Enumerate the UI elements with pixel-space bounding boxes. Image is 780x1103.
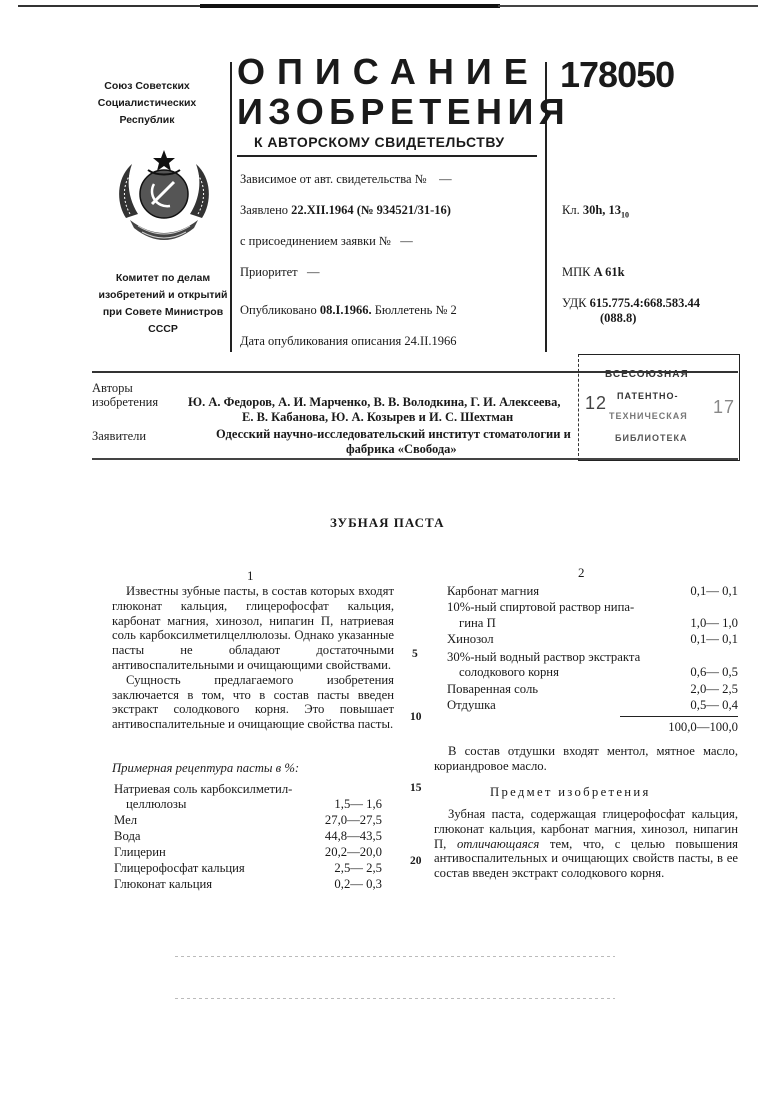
recipe-item-name: 30%-ный водный раствор экстракта — [447, 650, 640, 665]
fragrance-note: В состав отдушки входят ментол, мятное масло, кориандровое масло. — [434, 744, 738, 774]
recipe-item-value: 0,2— 0,3 — [320, 877, 382, 892]
library-stamp: ВСЕСОЮЗНАЯ ПАТЕНТНО- ТЕХНИЧЕСКАЯ БИБЛИОТЕКА 12 17 — [578, 354, 740, 461]
ghost-line — [175, 956, 615, 957]
recipe-item-name: Отдушка — [447, 698, 496, 713]
recipe-item-value: 1,5— 1,6 — [320, 797, 382, 812]
recipe-title: Примерная рецептура пасты в %: — [112, 761, 299, 776]
recipe-item-name: целлюлозы — [126, 797, 186, 812]
column-1-text — [112, 584, 394, 732]
line-marker: 10 — [410, 711, 422, 723]
udc-class-2: (088.8) — [600, 311, 636, 326]
line-marker: 5 — [412, 648, 418, 660]
recipe-item-name: Глицерофосфат кальция — [114, 861, 245, 876]
title-line-1: ОПИСАНИЕ — [237, 52, 540, 92]
authors-label: Авторы изобретения — [92, 381, 158, 409]
line-marker: 20 — [410, 855, 422, 867]
line-marker: 15 — [410, 782, 422, 794]
paragraph-essence: Сущность предлагаемого изобретения заключается в том, что в состав пасты введен экстракт солодкового корня. Это повышает антивоспалительные и очищающие свойства пасты. — [112, 673, 394, 732]
recipe-item-value: 0,1— 0,1 — [676, 632, 738, 647]
dependent-certificate: Зависимое от авт. свидетельства № — — [240, 172, 452, 187]
top-border-thick — [200, 4, 500, 8]
recipe-item-name: Карбонат магния — [447, 584, 539, 599]
applicants-label: Заявители — [92, 429, 146, 443]
ussr-coat-of-arms-icon — [108, 148, 220, 248]
published: Опубликовано 08.I.1966. Бюллетень № 2 — [240, 303, 457, 318]
recipe-item-name: Глицерин — [114, 845, 166, 860]
recipe-item-name: Вода — [114, 829, 141, 844]
authors-line-2: Е. В. Кабанова, Ю. А. Козырев и И. С. Шехтман — [242, 410, 513, 425]
column-number-2: 2 — [578, 565, 585, 581]
recipe-item-name: Поваренная соль — [447, 682, 538, 697]
claim-heading: Предмет изобретения — [490, 785, 651, 800]
recipe-total: 100,0—100,0 — [636, 720, 738, 735]
recipe-item-value: 44,8—43,5 — [320, 829, 382, 844]
header-divider-left — [230, 62, 232, 352]
recipe-item-value: 0,6— 0,5 — [676, 665, 738, 680]
column-number-1: 1 — [247, 568, 254, 584]
ghost-line — [175, 998, 615, 999]
paragraph-prior-art: Известны зубные пасты, в состав которых входят глюконат кальция, глицерофосфат кальция, карбонат магния, хинозол, нипагин П, натриевая соль карбоксилметилцеллюлозы. Однако указанные пасты не обладают достаточными антивоспалительными и очищающими свойствами. — [112, 584, 394, 673]
patent-number: 178050 — [560, 54, 674, 96]
recipe-item-name: Мел — [114, 813, 137, 828]
recipe-item-value: 0,1— 0,1 — [676, 584, 738, 599]
priority: Приоритет — — [240, 265, 320, 280]
recipe-item-name: солодкового корня — [459, 665, 559, 680]
filed-date: Заявлено 22.XII.1964 (№ 934521/31-16) — [240, 203, 451, 218]
authors-line-1: Ю. А. Федоров, А. И. Марченко, В. В. Володкина, Г. И. Алексеева, — [188, 395, 561, 410]
udc-class: УДК 615.775.4:668.583.44 — [562, 296, 700, 311]
recipe-item-value: 0,5— 0,4 — [676, 698, 738, 713]
total-rule — [620, 716, 738, 717]
recipe-item-name: Глюконат кальция — [114, 877, 212, 892]
patent-class: Кл. 30h, 1310 — [562, 203, 629, 220]
top-border-right — [498, 5, 758, 7]
description-date: Дата опубликования описания 24.II.1966 — [240, 334, 456, 349]
recipe-item-value: 27,0—27,5 — [320, 813, 382, 828]
recipe-item-name: 10%-ный спиртовой раствор нипа- — [447, 600, 634, 615]
recipe-item-value: 20,2—20,0 — [320, 845, 382, 860]
committee-name: Комитет по делам изобретений и открытий при Совете Министров СССР — [88, 270, 238, 338]
recipe-item-value: 2,0— 2,5 — [676, 682, 738, 697]
ipc-class: МПК A 61k — [562, 265, 625, 280]
applicants-line-1: Одесский научно-исследовательский институт стоматологии и — [216, 427, 571, 442]
recipe-item-value: 2,5— 2,5 — [320, 861, 382, 876]
subtitle: К АВТОРСКОМУ СВИДЕТЕЛЬСТВУ — [254, 134, 505, 150]
recipe-item-name: Хинозол — [447, 632, 494, 647]
recipe-item-name: Натриевая соль карбоксилметил- — [114, 782, 292, 797]
state-name: Союз Советских Социалистических Республик — [92, 78, 202, 129]
document-heading: ЗУБНАЯ ПАСТА — [330, 515, 444, 531]
title-underline — [237, 155, 537, 157]
recipe-item-name: гина П — [459, 616, 496, 631]
recipe-item-value: 1,0— 1,0 — [676, 616, 738, 631]
joined-application: с присоединением заявки № — — [240, 234, 413, 249]
claim-text: Зубная паста, содержащая глицерофосфат кальция, глюконат кальция, карбонат магния, хинозол, нипагин П, отличающаяся тем, что, с целью повышения антивоспалительных и очищающих свойств пасты, в ее состав введен экстракт солодкового корня. — [434, 807, 738, 881]
applicants-line-2: фабрика «Свобода» — [346, 442, 457, 457]
title-line-2: ИЗОБРЕТЕНИЯ — [237, 92, 570, 132]
